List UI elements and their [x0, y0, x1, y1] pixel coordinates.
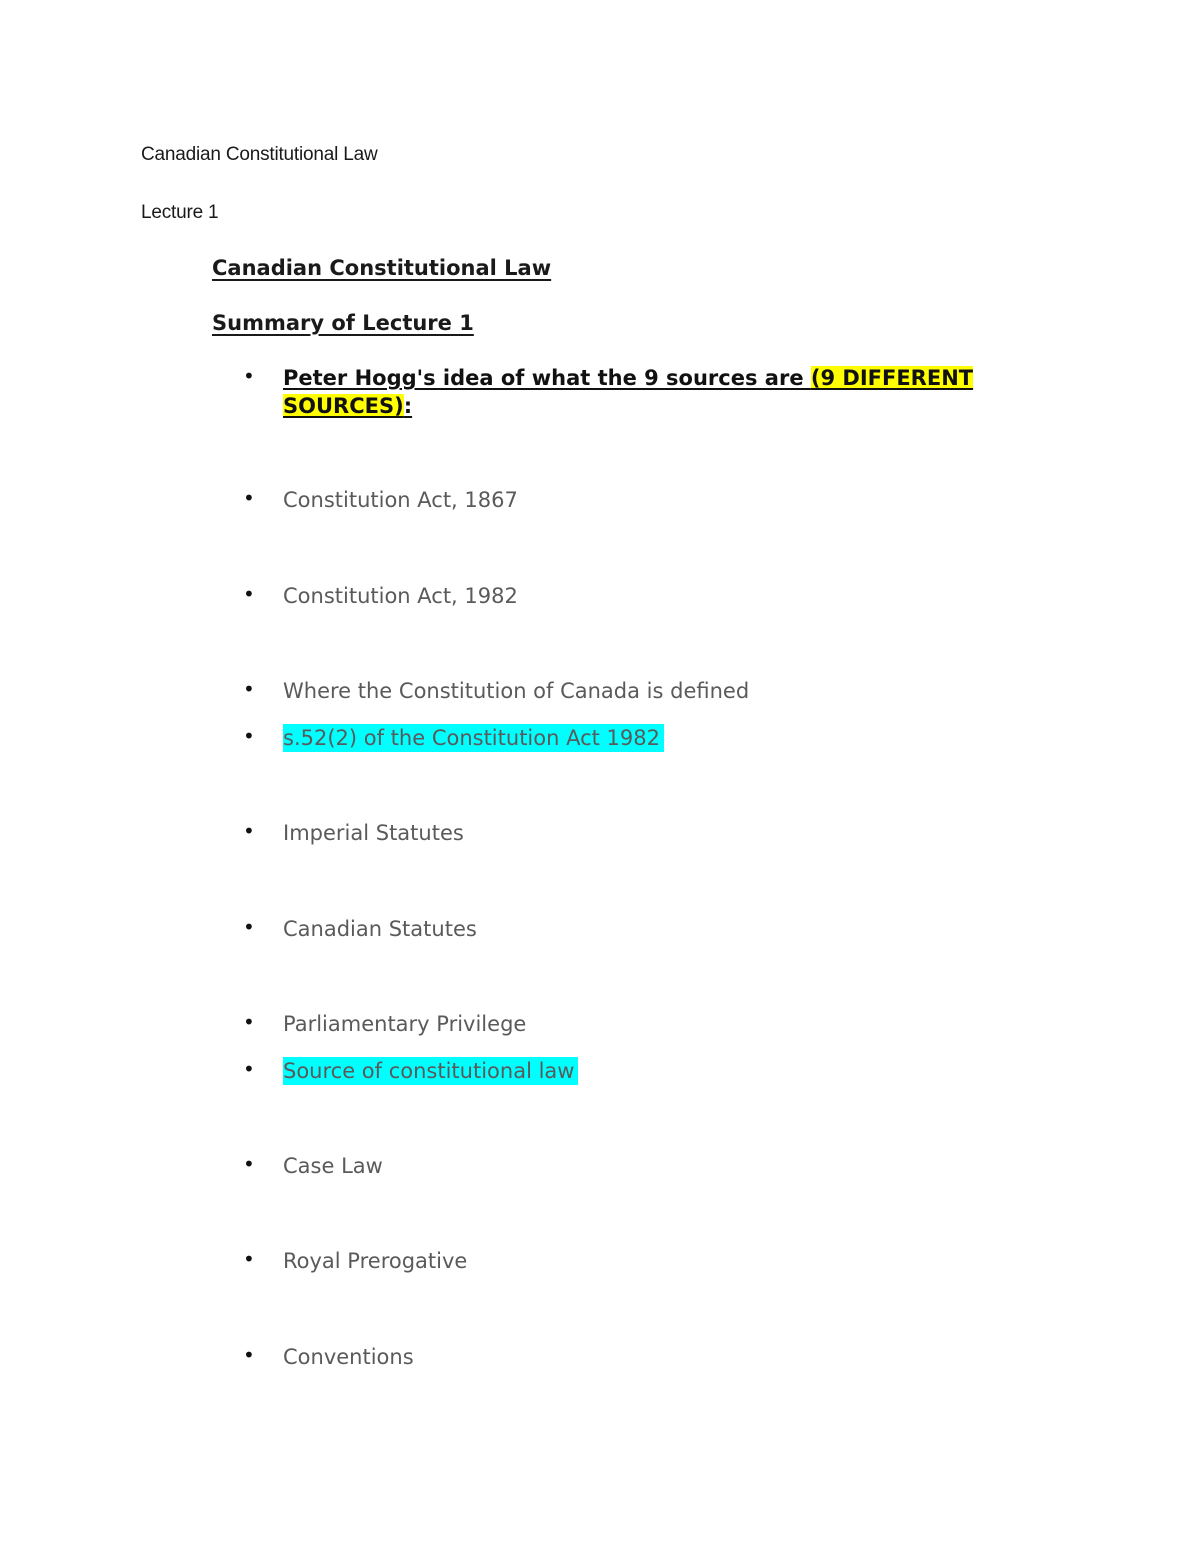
bullet-icon: • [243, 819, 255, 843]
bullet-icon: • [243, 1247, 255, 1271]
bullet-icon: • [243, 1343, 255, 1367]
hogg-prefix: Peter Hogg's idea of what the 9 sources are [283, 366, 811, 390]
document-title-line: Canadian Constitutional Law [141, 144, 378, 165]
list-item: Imperial Statutes [283, 821, 464, 845]
list-item: Case Law [283, 1154, 383, 1178]
list-item-highlighted: Source of constitutional law [283, 1057, 578, 1085]
list-item: Parliamentary Privilege [283, 1012, 527, 1036]
list-item: Where the Constitution of Canada is defined [283, 679, 750, 703]
hogg-suffix: : [403, 394, 413, 418]
bullet-icon: • [243, 1010, 255, 1034]
list-item: Conventions [283, 1345, 414, 1369]
list-item: Constitution Act, 1982 [283, 584, 518, 608]
bullet-icon: • [243, 364, 255, 388]
bullet-icon: • [243, 677, 255, 701]
list-item-highlighted: s.52(2) of the Constitution Act 1982 [283, 724, 664, 752]
list-item: Constitution Act, 1867 [283, 488, 518, 512]
bullet-icon: • [243, 582, 255, 606]
hogg-sources-item [283, 364, 1073, 420]
list-item: Royal Prerogative [283, 1249, 468, 1273]
bullet-icon: • [243, 1057, 255, 1081]
lecture-label: Lecture 1 [141, 202, 219, 223]
list-item: Canadian Statutes [283, 917, 477, 941]
bullet-icon: • [243, 1152, 255, 1176]
bullet-icon: • [243, 724, 255, 748]
summary-heading: Summary of Lecture 1 [212, 311, 474, 335]
bullet-icon: • [243, 915, 255, 939]
bullet-icon: • [243, 486, 255, 510]
hogg-highlight: (9 DIFFERENT SOURCES) [283, 366, 974, 418]
main-heading: Canadian Constitutional Law [212, 256, 552, 280]
